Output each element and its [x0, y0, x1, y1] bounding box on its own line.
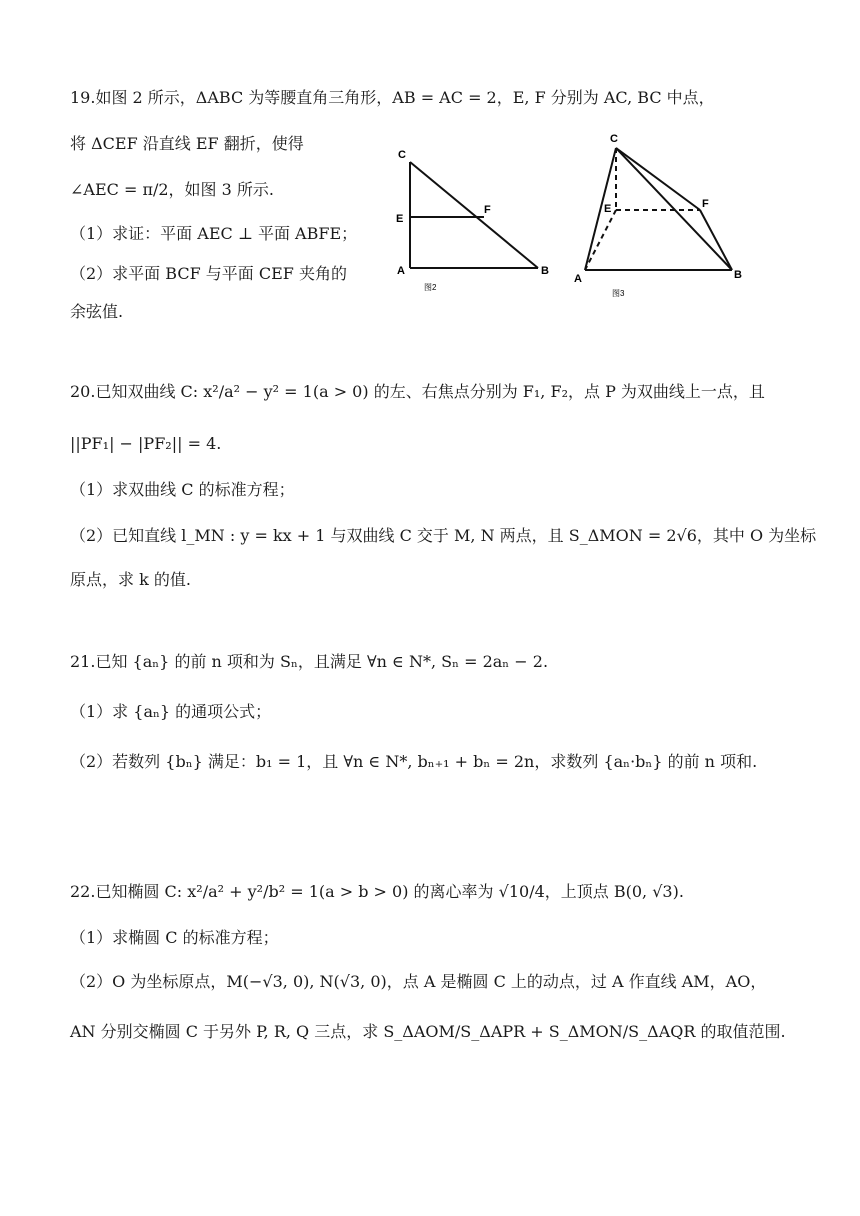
figure-2-caption: 图2: [424, 283, 437, 292]
p19-line-4: （1）求证：平面 AEC ⊥ 平面 ABFE；: [70, 224, 358, 243]
p19-line-1: 19.如图 2 所示，ΔABC 为等腰直角三角形，AB = AC = 2，E, F 分别为 AC, BC 中点，: [70, 88, 715, 107]
label-f: F: [484, 204, 491, 216]
p19-line-6: 余弦值.: [70, 302, 124, 321]
p22-line-3: （2）O 为坐标原点，M(−√3, 0), N(√3, 0)，点 A 是椭圆 C 上的动点，过 A 作直线 AM，AO，: [70, 972, 767, 991]
p20-line-2: ||PF₁| − |PF₂|| = 4.: [70, 434, 222, 453]
p19-line-5: （2）求平面 BCF 与平面 CEF 夹角的: [70, 264, 347, 283]
label-a: A: [574, 273, 582, 285]
p22-line-4: AN 分别交椭圆 C 于另外 P, R, Q 三点，求 S_ΔAOM/S_ΔAPR + S_ΔMON/S_ΔAQR 的取值范围.: [70, 1022, 786, 1041]
label-b: B: [541, 265, 549, 277]
label-c: C: [610, 133, 618, 145]
label-e: E: [396, 213, 404, 225]
p20-line-4: （2）已知直线 l_MN : y = kx + 1 与双曲线 C 交于 M, N 两点，且 S_ΔMON = 2√6，其中 O 为坐标: [70, 526, 817, 545]
p22-line-1: 22.已知椭圆 C: x²/a² + y²/b² = 1(a > b > 0) 的离心率为 √10/4，上顶点 B(0, √3).: [70, 882, 684, 901]
p20-line-3: （1）求双曲线 C 的标准方程；: [70, 480, 295, 499]
edge-cb: [410, 162, 538, 268]
figure-2: [388, 140, 558, 300]
label-e: E: [604, 203, 612, 215]
label-a: A: [397, 265, 405, 277]
figure-3: [570, 128, 750, 303]
edge-ca: [585, 148, 616, 270]
edge-cf: [616, 148, 700, 210]
figure-3-caption: 图3: [612, 289, 625, 298]
label-f: F: [702, 198, 709, 210]
p22-line-2: （1）求椭圆 C 的标准方程；: [70, 928, 279, 947]
p21-line-3: （2）若数列 {bₙ} 满足：b₁ = 1，且 ∀n ∈ N*, bₙ₊₁ + bₙ = 2n，求数列 {aₙ·bₙ} 的前 n 项和.: [70, 752, 758, 771]
p21-line-2: （1）求 {aₙ} 的通项公式；: [70, 702, 272, 721]
edge-ea-hidden: [585, 210, 616, 270]
p19-line-3: ∠AEC = π/2，如图 3 所示.: [70, 180, 274, 199]
label-c: C: [398, 149, 406, 161]
p21-line-1: 21.已知 {aₙ} 的前 n 项和为 Sₙ，且满足 ∀n ∈ N*, Sₙ = 2aₙ − 2.: [70, 652, 549, 671]
p19-line-2: 将 ΔCEF 沿直线 EF 翻折，使得: [70, 134, 304, 153]
label-b: B: [734, 269, 742, 281]
p20-line-1: 20.已知双曲线 C: x²/a² − y² = 1(a > 0) 的左、右焦点分别为 F₁, F₂，点 P 为双曲线上一点，且: [70, 382, 765, 401]
p20-line-5: 原点，求 k 的值.: [70, 570, 191, 589]
